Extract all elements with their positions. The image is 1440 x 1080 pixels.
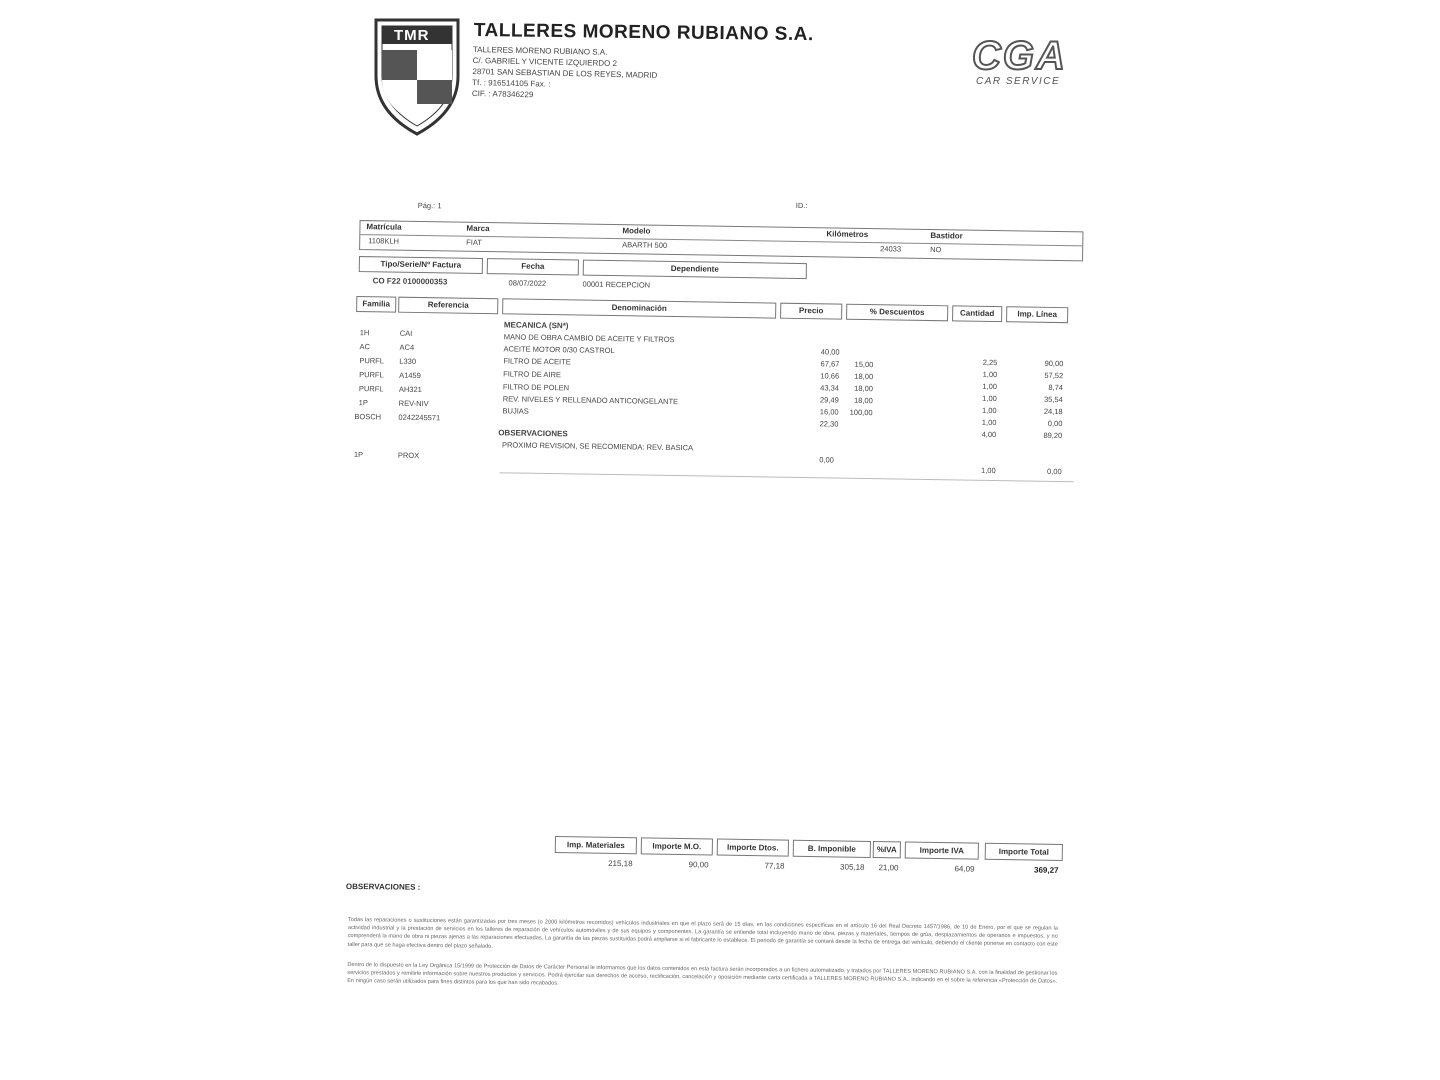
row-price: 10,66 <box>820 371 840 381</box>
company-line-city: 28701 SAN SEBASTIAN DE LOS REYES, MADRID <box>472 66 658 80</box>
totals-section <box>554 836 1075 894</box>
row-amount: 57,52 <box>1044 370 1064 381</box>
row-family: PURFL <box>358 384 384 394</box>
row-family: PURFL <box>359 356 385 366</box>
row-reference: L330 <box>399 356 417 366</box>
row-amount: 24,18 <box>1043 406 1063 417</box>
row-discount: 100,00 <box>849 407 873 418</box>
company-address-block <box>472 44 658 103</box>
observation-quantity: 1,00 <box>981 465 996 476</box>
company-name: TALLERES MORENO RUBIANO S.A. <box>473 20 814 46</box>
labour-total: 90,00 <box>688 860 709 870</box>
row-reference: AC4 <box>399 342 415 352</box>
row-amount: 35,54 <box>1043 394 1063 405</box>
cga-logo-text: CGA <box>972 34 1067 78</box>
row-family: 1H <box>359 328 370 338</box>
row-discount: 18,00 <box>854 383 874 394</box>
observation-family: 1P <box>353 449 364 460</box>
vat-total-header: Importe IVA <box>905 841 979 859</box>
cga-logo-subtitle: CAR SERVICE <box>976 76 1061 87</box>
base-total: 305,18 <box>840 862 865 872</box>
bastidor-value: NO <box>930 245 942 255</box>
row-amount: 0,00 <box>1047 418 1063 429</box>
invoice-clerk-header: Dependiente <box>583 260 807 280</box>
row-quantity: 1,00 <box>981 405 997 416</box>
row-price: 67,67 <box>820 359 840 369</box>
grand-total-header: Importe Total <box>985 843 1063 861</box>
row-description: REV. NIVELES Y RELLENADO ANTICONGELANTE <box>502 394 679 407</box>
page-label: Pág.: 1 <box>417 200 442 211</box>
brand-header: Marca <box>466 223 490 234</box>
row-quantity: 1,00 <box>981 417 997 428</box>
company-line-name: TALLERES MORENO RUBIANO S.A. <box>472 44 608 57</box>
grand-total: 369,27 <box>1033 865 1059 875</box>
row-quantity: 4,00 <box>981 429 997 440</box>
labour-total-header: Importe M.O. <box>641 837 713 855</box>
bastidor-header: Bastidor <box>930 231 963 241</box>
row-price: 22,30 <box>819 419 839 429</box>
row-reference: A1459 <box>399 370 421 381</box>
legal-privacy-paragraph: Dentro de lo dispuesto en la Ley Orgánica 15/1999 de Protección de Datos de Carácter Personal le informamos que los datos contenidos en esta factura serán incorporados a un fichero automatizado, y tratados por TALLERES MORENO RUBIANO S.A. con la finalidad de gestionar los servicios prestados y remitirle información sobre nuestros productos y servicios. Podrá ejercitar sus derechos de acceso, rectificación, cancelación y oposición mediante carta certificada a TALLERES MORENO RUBIANO S.A., indicando en el sobre la referencia «Protección de Datos». En ningún caso serán utilizados para fines distintos para los que han sido recabados. <box>347 961 1058 987</box>
observation-amount: 0,00 <box>1047 466 1062 477</box>
logo-tmr-text: TMR <box>394 27 430 44</box>
row-family: AC <box>359 342 371 352</box>
brand-value: FIAT <box>466 237 482 247</box>
materials-total: 215,18 <box>608 858 633 869</box>
price-column-header: Precio <box>780 303 842 320</box>
row-price: 40,00 <box>820 347 840 357</box>
vat-pct: 21,00 <box>878 863 899 873</box>
row-price: 16,00 <box>819 407 839 417</box>
cga-car-service-logo <box>972 36 1084 88</box>
observations-title: OBSERVACIONES <box>498 428 568 439</box>
company-line-street: C/. GABRIEL Y VICENTE IZQUIERDO 2 <box>472 55 618 69</box>
row-reference: REV-NIV <box>398 398 429 409</box>
row-description: MANO DE OBRA CAMBIO DE ACEITE Y FILTROS <box>503 332 675 345</box>
reference-column-header: Referencia <box>398 297 498 315</box>
discounts-total-header: Importe Dtos. <box>717 839 789 857</box>
observation-description: PROXIMO REVISION, SE RECOMIENDA: REV. BASICA <box>501 440 694 453</box>
row-quantity: 2,25 <box>982 357 998 368</box>
model-header: Modelo <box>622 226 651 236</box>
quantity-column-header: Cantidad <box>952 305 1002 322</box>
invoice-number: CO F22 0100000353 <box>372 276 448 287</box>
row-reference: 0242245571 <box>398 412 441 423</box>
company-logo-shield <box>372 16 462 136</box>
invoice-date-header: Fecha <box>487 258 579 275</box>
row-family: 1P <box>358 398 368 408</box>
company-line-cif: CIF. : A78346229 <box>471 88 534 100</box>
discount-column-header: % Descuentos <box>846 304 948 322</box>
description-column-header: Denominación <box>502 298 776 318</box>
row-discount: 18,00 <box>854 371 874 382</box>
row-quantity: 1,00 <box>982 381 998 392</box>
invoice-body <box>351 192 1084 503</box>
row-discount: 18,00 <box>853 395 873 406</box>
row-price: 43,34 <box>820 383 840 393</box>
row-reference: CAI <box>399 328 413 338</box>
amount-column-header: Imp. Línea <box>1006 306 1068 323</box>
row-amount: 90,00 <box>1044 358 1064 369</box>
invoice-series-header: Tipo/Serie/Nº Factura <box>359 256 483 274</box>
base-total-header: B. Imponible <box>793 840 871 858</box>
footer-observations-label: OBSERVACIONES : <box>345 882 421 892</box>
row-amount: 8,74 <box>1048 382 1064 393</box>
vat-total: 64,09 <box>954 864 975 874</box>
invoice-date: 08/07/2022 <box>508 278 547 288</box>
observation-price: 0,00 <box>819 455 834 465</box>
materials-total-header: Imp. Materiales <box>555 836 637 854</box>
row-discount: 15,00 <box>854 359 874 370</box>
legal-text <box>347 916 1058 1006</box>
row-description: FILTRO DE ACEITE <box>503 356 571 367</box>
row-quantity: 1,00 <box>982 393 997 404</box>
discounts-total: 77,18 <box>764 861 785 871</box>
section-title: MECANICA (SN*) <box>503 320 569 331</box>
invoice-clerk: 00001 RECEPCION <box>582 279 651 290</box>
company-line-phone: Tf. : 916514105 Fax. : <box>472 77 551 89</box>
plate-header: Matrícula <box>366 222 402 232</box>
id-label: ID.: <box>795 200 808 211</box>
row-description: ACEITE MOTOR 0/30 CASTROL <box>503 344 615 356</box>
vehicle-info-box <box>359 220 1083 261</box>
vat-pct-header: %IVA <box>873 841 901 858</box>
km-value: 24033 <box>880 244 902 254</box>
row-description: FILTRO DE POLEN <box>502 382 570 393</box>
row-description: BUJIAS <box>502 406 529 416</box>
row-family: PURFL <box>359 370 384 380</box>
legal-warranty-paragraph: Todas las reparaciones o sustituciones están garantizadas por tres meses (o 2000 kilómetros recorridos) vehículos industriales en que el plazo será de 15 días, en las condiciones específicas en el artículo 16 del Real Decreto 1457/1986, de 10 de Enero, por el que se regulan la actividad industrial y la prestación de servicios en los talleres de reparación de vehículos automóviles y de sus equipos y componentes. La garantía se entiende total incluyendo mano de obra, piezas y materiales, tiempos de grúa, desplazamientos de operarios e impuestos, y no comprenderá la mano de obra ni piezas ajenas a las reparaciones efectuadas. La garantía de las piezas sustituidas podrá ampliarse si el fabricante lo establece. El periodo de garantía se contará desde la fecha de entrega del vehículo, debiendo el cliente ponerse en contacto con este taller para que se haga efectiva dentro del plazo señalado. <box>347 916 1058 950</box>
row-family: BOSCH <box>354 412 382 422</box>
row-reference: AH321 <box>398 384 422 395</box>
plate-value: 1108KLH <box>368 236 400 246</box>
family-column-header: Familia <box>356 296 396 313</box>
row-quantity: 1,00 <box>982 369 998 380</box>
model-value: ABARTH 500 <box>622 240 668 250</box>
km-header: Kilómetros <box>826 229 869 240</box>
row-description: FILTRO DE AIRE <box>503 369 562 380</box>
observation-reference: PROX <box>397 450 420 461</box>
row-amount: 89,20 <box>1043 430 1063 441</box>
row-price: 29,49 <box>819 395 839 405</box>
